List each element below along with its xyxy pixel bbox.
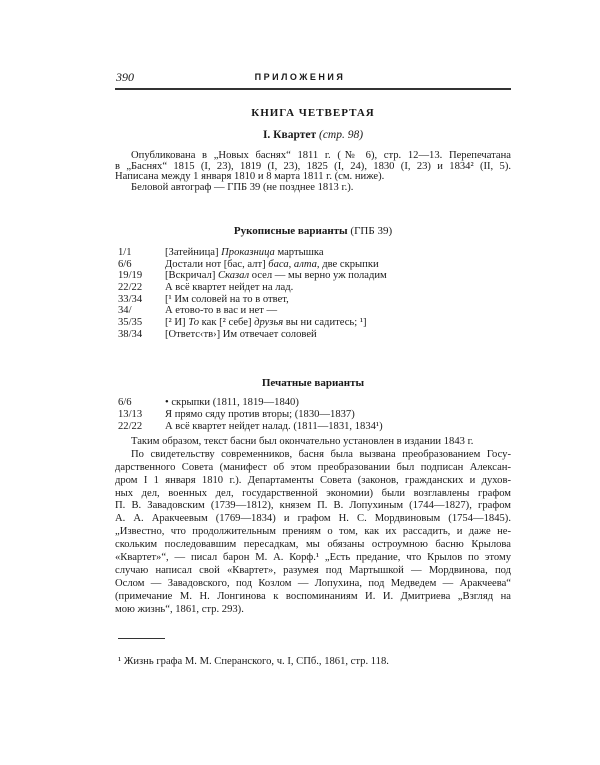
variant-row [118,305,511,317]
variant-text-italic: баса [268,258,289,270]
footnote: ¹ Жизнь графа М. М. Сперанского, ч. I, СПб., 1861, стр. 118. [118,656,389,667]
line-reference: 13/13 [118,409,143,420]
text-line: мою жизнь“, 1861, стр. 293). [115,603,244,615]
text-line: ных дел, военных дел, государственной экономии) были возглавлены графом [115,487,511,499]
text-line: Беловой автограф — ГПБ 39 (не позднее 1813 г.). [131,181,354,193]
page-reference: (стр. 98) [318,129,364,141]
fable-name: I. Квартет [262,129,317,141]
variant-text: [Ответс‹тв›] Им отвечает соловей [165,328,317,340]
text-line: „Известно, что продолжительным прениям о том, как их рассадить, и даже не- [115,526,511,538]
line-reference: 33/34 [118,293,143,305]
line-reference: 34/ [118,305,132,317]
variant-text-italic: То [188,317,199,329]
text-line: случаю написал свой «Квартет», разумея под Мартышкой — Мордвинова, под [115,564,511,576]
variant-text: мартышка [274,247,324,258]
variant-text: А етово-то в вас и нет — [165,305,278,317]
text-line: в „Баснях“ 1815 (I, 23), 1819 (I, 23), 1825 (I, 24), 1830 (I, 23) и 1834² (II, 5). [115,160,511,172]
printed-variants-list [118,397,511,433]
intro-paragraph [115,151,511,193]
variant-text: [Затейница] [165,247,222,258]
variant-text: , [288,258,294,270]
fable-title [115,128,511,142]
text-line: А. А. Аракчеевым (1769—1834) и графом Н. С. Мордвиновым (1754—1845). [115,513,511,525]
footnote-rule [118,638,165,639]
text-line: дром I 1 января 1810 г.). Департаменты Совета (законов, гражданских и духов- [115,474,511,486]
text-line: По свидетельству современников, басня была вызвана преобразованием Госу- [131,448,511,460]
variant-text: [² И] [165,317,189,329]
variant-row [118,409,511,421]
variant-row [118,247,511,259]
variant-row [118,259,511,271]
variant-text: Я прямо сяду против вторы; (1830—1837) [165,409,355,420]
variant-row [118,282,511,294]
text-line: скольким последовавшим пересадкам, мы обязаны остроумною басню Крылова [115,539,511,551]
line-reference: 35/35 [118,317,143,329]
variant-row [118,397,511,409]
variant-row [118,421,511,433]
line-reference: 22/22 [118,282,143,294]
text-line: Написана между 1 января 1810 и 8 марта 1811 г. (см. ниже). [115,171,385,183]
text-line: (примечание М. Н. Лонгинова к воспоминаниям И. И. Дмитриева „Взгляд на [115,590,511,602]
heading-source: (ГПБ 39) [350,225,393,237]
variant-text-italic: друзья [254,317,284,329]
text-line: П. В. Завадовским (1739—1812), князем П. В. Лопухиным (1744—1827), графом [115,500,511,512]
line-reference: 1/1 [118,247,132,258]
variant-text: [Вскричал] [165,270,218,282]
book-title: КНИГА ЧЕТВЕРТАЯ [251,107,375,119]
variant-text: Достали нот [бас, алт] [165,258,269,270]
text-line: «Квартет»“, — писал барон М. А. Корф.¹ „Есть предание, что Крылов по этому [115,552,511,564]
text-line: Ослом — Завадовского, под Козлом — Лопухина, под Медведем — Аракчеева“ [115,577,511,589]
variant-text-italic: Сказал [218,270,250,282]
variant-text: А всё квартет нейдет налад. (1811—1831, 1834¹) [165,421,383,432]
variant-text: вы ни садитесь; ¹] [283,317,367,329]
variant-row [118,270,511,282]
commentary-paragraph [115,436,511,616]
line-reference: 6/6 [118,397,132,408]
line-reference: 6/6 [118,258,132,270]
printed-variants-heading: Печатные варианты [261,377,365,389]
variant-text-italic: алта [293,258,317,270]
variant-text-italic: Проказница [221,247,275,258]
header-rule [115,88,511,90]
line-reference: 38/34 [118,328,143,340]
variant-text: , две скрыпки [316,258,379,270]
line-reference: 19/19 [118,270,143,282]
text-line: Опубликована в „Новых баснях“ 1811 г. (№ 6), стр. 12—13. Перепечатана [131,150,511,161]
text-line: дарственного Совета (манифест об этом преобразовании был подписан Алексан- [115,461,511,473]
text-line: Таким образом, текст басни был окончательно установлен в издании 1843 г. [131,436,474,447]
variant-text: как [² себе] [199,317,255,329]
heading-text: Рукописные варианты [233,225,348,237]
variant-text: [¹ Им соловей на то в ответ, [165,293,289,305]
page-number: 390 [116,70,134,84]
running-title: ПРИЛОЖЕНИЯ [254,72,346,82]
variant-row [118,294,511,306]
variant-text: осел — мы верно уж поладим [249,270,387,282]
variant-text: • скрыпки (1811, 1819—1840) [165,397,299,408]
manuscript-variants-list [118,247,511,341]
variant-row [118,329,511,341]
variant-text: А всё квартет нейдет на лад. [165,282,294,294]
variant-row [118,317,511,329]
manuscript-variants-heading [115,224,511,238]
line-reference: 22/22 [118,421,143,432]
